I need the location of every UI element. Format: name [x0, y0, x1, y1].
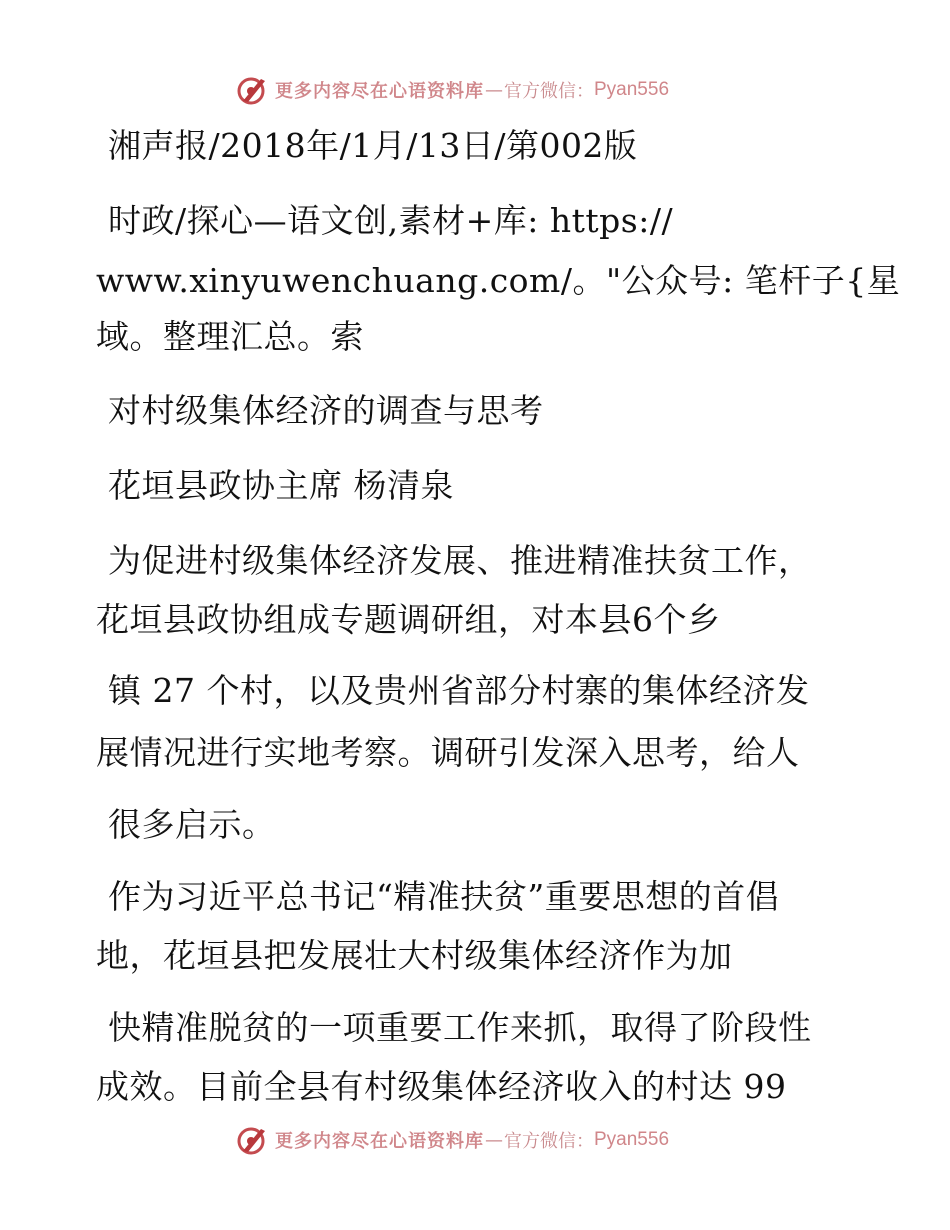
watermark-contact-handle: Pyan556: [594, 1129, 670, 1150]
paragraph-line: 展情况进行实地考察。调研引发深入思考，给人: [96, 733, 800, 772]
article-author: 花垣县政协主席 杨清泉: [108, 466, 454, 505]
paragraph-line: 成效。目前全县有村级集体经济收入的村达 99: [96, 1067, 787, 1106]
article-title: 对村级集体经济的调查与思考: [108, 391, 544, 430]
quill-pen-logo-icon: [235, 1123, 269, 1157]
watermark-banner-bottom: [235, 1120, 715, 1160]
paragraph-line: 快精准脱贫的一项重要工作来抓，取得了阶段性: [108, 1008, 812, 1047]
watermark-slogan: 更多内容尽在心语资料库: [275, 1131, 484, 1152]
watermark-contact-handle: Pyan556: [594, 79, 670, 100]
watermark-contact-label: 官方微信：: [504, 81, 594, 102]
paragraph-line: 镇 27 个村，以及贵州省部分村寨的集体经济发: [108, 671, 810, 710]
watermark-banner-top: [235, 70, 715, 110]
paragraph-line: 很多启示。: [108, 805, 276, 844]
watermark-dash: —: [485, 79, 503, 101]
quill-pen-logo-icon: [235, 73, 269, 107]
paragraph-line: 花垣县政协组成专题调研组，对本县6个乡: [96, 600, 721, 639]
watermark-slogan: 更多内容尽在心语资料库: [275, 81, 484, 102]
source-line: 湘声报/2018年/1月/13日/第002版: [108, 126, 638, 165]
paragraph-line: 作为习近平总书记“精准扶贫”重要思想的首倡: [108, 877, 780, 916]
category-line: 时政/探心—语文创,素材+库: https://: [108, 201, 674, 240]
paragraph-line: 为促进村级集体经济发展、推进精准扶贫工作，: [108, 541, 812, 580]
watermark-dash: —: [485, 1129, 503, 1151]
category-line-continued: www.xinyuwenchuang.com/。"公众号: 笔杆子{星: [96, 261, 901, 300]
paragraph-line: 地，花垣县把发展壮大村级集体经济作为加: [96, 936, 733, 975]
category-line-end: 域。整理汇总。索: [96, 317, 364, 356]
watermark-contact-label: 官方微信：: [504, 1131, 594, 1152]
